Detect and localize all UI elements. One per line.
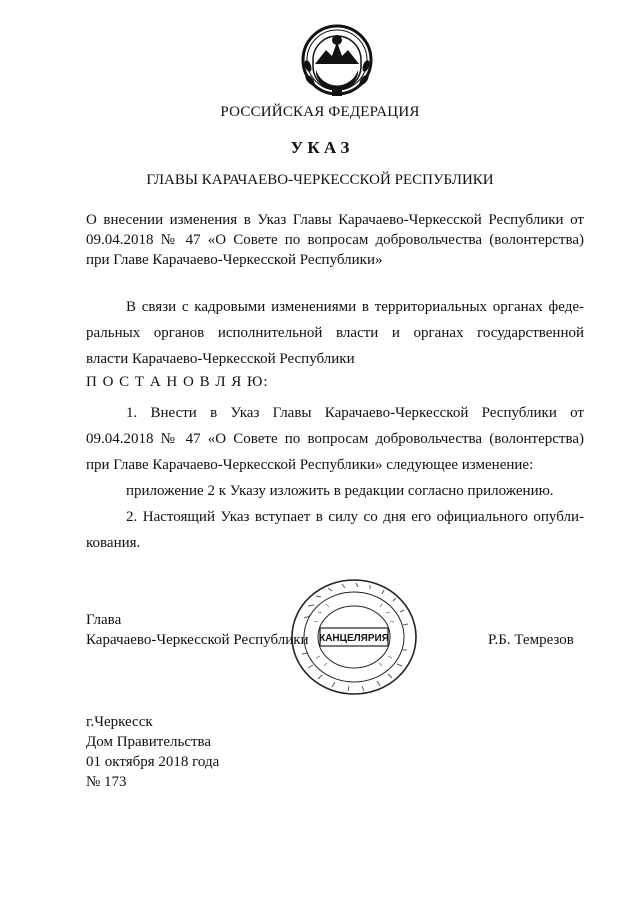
coat-of-arms-emblem (300, 20, 374, 100)
footer-block (86, 712, 219, 792)
subject-line: при Главе Карачаево-Черкесской Республики» (86, 252, 383, 268)
preamble-block (86, 294, 584, 372)
document-type-heading: У К А З (290, 138, 350, 157)
preamble-line: власти Карачаево-Черкесской Республики (86, 351, 355, 367)
official-stamp (290, 578, 418, 696)
svg-text:КАНЦЕЛЯРИЯ: КАНЦЕЛЯРИЯ (319, 633, 389, 644)
signature-title (86, 610, 309, 650)
subject-block (86, 210, 584, 270)
preamble-line: В связи с кадровыми изменениями в территориальных органах феде- (126, 299, 584, 315)
footer-city: г.Черкесск (86, 714, 153, 730)
signatory-name: Р.Б. Темрезов (488, 632, 574, 648)
item-1-line: 1. Внести в Указ Главы Карачаево-Черкесской Республики от (126, 405, 584, 421)
item-1-line: при Главе Карачаево-Черкесской Республики» следующее изменение: (86, 457, 534, 473)
preamble-line: ральных органов исполнительной власти и органах государственной (86, 325, 584, 341)
item-2-block (86, 504, 584, 556)
item-2-line: 2. Настоящий Указ вступает в силу со дня его официального опубли- (126, 509, 584, 525)
country-heading: РОССИЙСКАЯ ФЕДЕРАЦИЯ (220, 104, 420, 120)
item-1-subline: приложение 2 к Указу изложить в редакции согласно приложению. (126, 483, 554, 499)
item-1-block (86, 400, 584, 504)
footer-place: Дом Правительства (86, 734, 212, 750)
footer-date: 01 октября 2018 года (86, 754, 220, 770)
decree-word: П О С Т А Н О В Л Я Ю: (86, 374, 269, 390)
signature-title-line: Карачаево-Черкесской Республики (86, 632, 309, 648)
footer-number: № 173 (86, 774, 127, 790)
subject-line: О внесении изменения в Указ Главы Карачаево-Черкесской Республики от (86, 212, 584, 228)
item-1-line: 09.04.2018 № 47 «О Совете по вопросам добровольчества (волонтерства) (86, 431, 584, 447)
subject-line: 09.04.2018 № 47 «О Совете по вопросам добровольчества (волонтерства) (86, 232, 584, 248)
signature-title-line: Глава (86, 612, 122, 628)
item-2-line: кования. (86, 535, 141, 551)
issuer-heading: ГЛАВЫ КАРАЧАЕВО-ЧЕРКЕССКОЙ РЕСПУБЛИКИ (146, 172, 494, 188)
